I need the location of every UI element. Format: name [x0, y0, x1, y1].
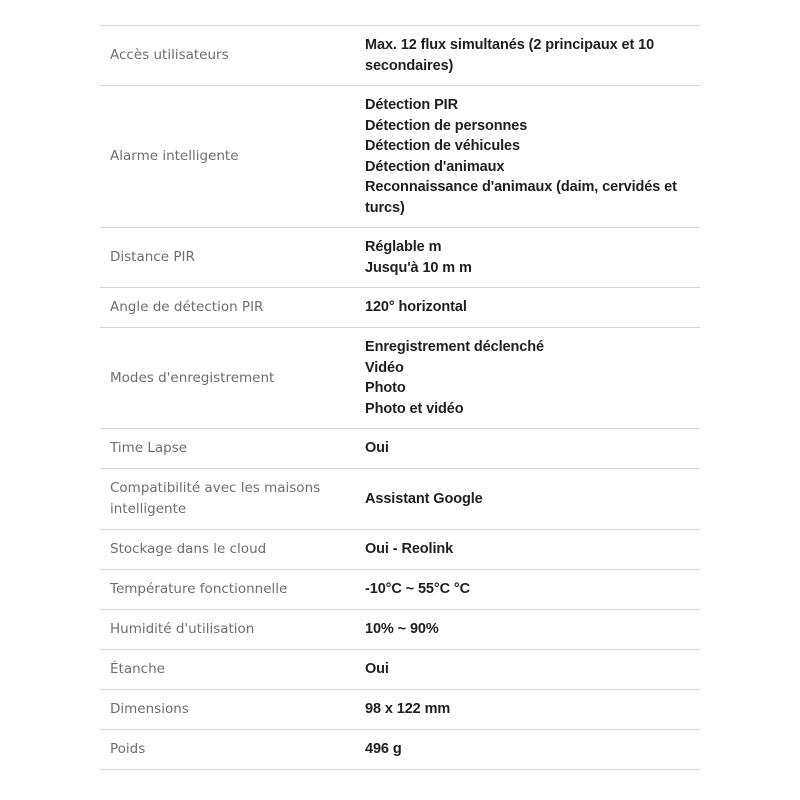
spec-row-smart-alarm: [100, 86, 700, 228]
spec-value: [365, 337, 700, 419]
spec-value-line: Photo: [365, 380, 406, 396]
spec-row-pir-distance: [100, 228, 700, 288]
spec-value-line: Oui: [365, 661, 389, 678]
spec-row-operating-humidity: [100, 610, 700, 650]
spec-label: Compatibilité avec les maisons intelligente: [110, 480, 321, 517]
spec-label: Étanche: [110, 661, 165, 677]
spec-value: [365, 579, 700, 600]
spec-value: [365, 489, 700, 510]
spec-row-time-lapse: [100, 429, 700, 469]
spec-value: [365, 297, 700, 318]
spec-value-line: turcs): [365, 199, 405, 216]
spec-value-line: Enregistrement déclenché: [365, 339, 544, 355]
spec-label: Time Lapse: [110, 440, 188, 456]
spec-value: [365, 95, 700, 218]
spec-value: [365, 699, 700, 720]
spec-value-line: Détection PIR: [365, 97, 458, 113]
spec-label: Dimensions: [110, 701, 189, 717]
spec-label: Humidité d'utilisation: [110, 621, 255, 637]
spec-value-line: Détection de personnes: [365, 117, 528, 134]
spec-value-line: Reconnaissance d'animaux (daim, cervidés et: [365, 179, 677, 195]
spec-value-line: -10°C ~ 55°C °C: [365, 581, 470, 598]
spec-value: [365, 438, 700, 459]
spec-value-line: Oui: [365, 440, 389, 457]
spec-value-line: 98 x 122 mm: [365, 701, 451, 718]
spec-label: Angle de détection PIR: [110, 299, 264, 315]
spec-value-line: Assistant Google: [365, 490, 483, 507]
spec-row-cloud-storage: [100, 530, 700, 570]
spec-label: Distance PIR: [110, 249, 195, 265]
spec-value: [365, 739, 700, 760]
spec-value-line: Détection d'animaux: [365, 158, 505, 175]
spec-value-line: 496 g: [365, 741, 402, 758]
spec-value-line: Jusqu'à 10 m m: [365, 259, 472, 276]
spec-value-line: secondaires): [365, 57, 454, 74]
spec-row-recording-modes: [100, 328, 700, 429]
spec-value: [365, 619, 700, 640]
spec-value-line: 10% ~ 90%: [365, 621, 439, 638]
spec-table: [100, 25, 700, 770]
spec-value: [365, 659, 700, 680]
spec-label: Poids: [110, 741, 146, 757]
spec-value-line: Oui - Reolink: [365, 541, 454, 558]
spec-label: Accès utilisateurs: [110, 47, 229, 63]
spec-value-line: Détection de véhicules: [365, 138, 520, 154]
spec-row-operating-temperature: [100, 570, 700, 610]
spec-label: Température fonctionnelle: [110, 581, 288, 597]
spec-value-line: 120° horizontal: [365, 299, 467, 316]
spec-row-pir-angle: [100, 288, 700, 328]
spec-value-line: Vidéo: [365, 359, 404, 376]
spec-label: Stockage dans le cloud: [110, 541, 267, 557]
spec-value: [365, 237, 700, 278]
spec-row-dimensions: [100, 690, 700, 730]
spec-value: [365, 539, 700, 560]
spec-label: Modes d'enregistrement: [110, 369, 275, 386]
spec-value: [365, 35, 700, 76]
spec-value-line: Max. 12 flux simultanés (2 principaux et 10: [365, 37, 655, 53]
spec-label: Alarme intelligente: [110, 148, 239, 164]
spec-row-user-access: [100, 26, 700, 86]
spec-value-line: Photo et vidéo: [365, 400, 464, 417]
spec-row-smart-home: [100, 469, 700, 530]
spec-row-waterproof: [100, 650, 700, 690]
spec-value-line: Réglable m: [365, 239, 442, 255]
spec-row-weight: [100, 730, 700, 770]
